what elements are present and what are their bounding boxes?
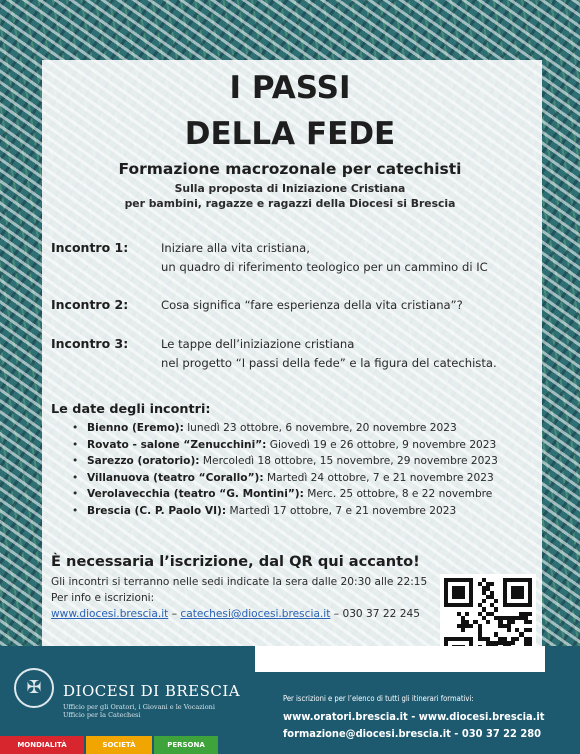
title-line-1: I PASSI <box>229 70 351 106</box>
schedule-note: Gli incontri si terranno nelle sedi indicate la sera dalle 20:30 alle 22:15 <box>51 576 428 588</box>
intro-line-2: per bambini, ragazze e ragazzi della Diocesi si Brescia <box>124 197 456 210</box>
dates-heading: Le date degli incontri: <box>51 402 211 417</box>
footer-white-band <box>255 646 545 672</box>
meeting-2-label: Incontro 2: <box>51 297 129 312</box>
dates-list <box>72 420 498 520</box>
meeting-1-label: Incontro 1: <box>51 240 129 255</box>
contact-line: www.diocesi.brescia.it – catechesi@diocesi.brescia.it – 030 37 22 245 <box>51 608 420 620</box>
tag-persona: PERSONA <box>154 736 218 754</box>
office-line-2: Ufficio per la Catechesi <box>63 711 141 719</box>
meeting-3-label: Incontro 3: <box>51 336 129 351</box>
list-item: • Villanuova (teatro “Corallo”): Martedì 24 ottobre, 7 e 21 novembre 2023 <box>72 471 494 484</box>
meeting-1-text: Iniziare alla vita cristiana, un quadro di riferimento teologico per un cammino di IC <box>161 241 488 274</box>
phone-number: 030 37 22 245 <box>342 608 420 620</box>
tag-societa: SOCIETÀ <box>86 736 152 754</box>
footer-contact[interactable]: formazione@diocesi.brescia.it - 030 37 22 280 <box>283 727 542 740</box>
list-item: • Sarezzo (oratorio): Mercoledì 18 ottobre, 15 novembre, 29 novembre 2023 <box>72 455 498 468</box>
tag-mondialita: MONDIALITÀ <box>0 736 84 754</box>
list-item: • Bienno (Eremo): lunedì 23 ottobre, 6 novembre, 20 novembre 2023 <box>72 422 457 434</box>
info-label: Per info e iscrizioni: <box>51 592 155 604</box>
office-line-1: Ufficio per gli Oratori, i Giovani e le Vocazioni <box>63 703 215 711</box>
diocese-seal-icon: ✠ <box>14 668 54 708</box>
meeting-2-text: Cosa significa “fare esperienza della vita cristiana”? <box>161 298 463 312</box>
diocese-name: DIOCESI DI BRESCIA <box>63 682 241 700</box>
list-item: • Rovato - salone “Zenucchini”: Giovedì 19 e 26 ottobre, 9 novembre 2023 <box>72 438 497 451</box>
meeting-3-text: Le tappe dell’iniziazione cristiana nel progetto “I passi della fede” e la figura del catechista. <box>161 337 497 370</box>
footer-note: Per iscrizioni e per l’elenco di tutti gli itinerari formativi: <box>283 694 474 703</box>
footer-websites[interactable]: www.oratori.brescia.it - www.diocesi.brescia.it <box>283 710 545 723</box>
email-link[interactable]: catechesi@diocesi.brescia.it <box>180 608 331 620</box>
intro-line-1: Sulla proposta di Iniziazione Cristiana <box>174 182 406 195</box>
subtitle: Formazione macrozonale per catechisti <box>118 160 462 178</box>
list-item: • Brescia (C. P. Paolo VI): Martedì 17 ottobre, 7 e 21 novembre 2023 <box>72 504 457 517</box>
title-line-2: DELLA FEDE <box>184 116 396 152</box>
list-item: • Verolavecchia (teatro “G. Montini”): Merc. 25 ottobre, 8 e 22 novembre <box>72 488 493 501</box>
website-link[interactable]: www.diocesi.brescia.it <box>51 608 169 620</box>
registration-heading: È necessaria l’iscrizione, dal QR qui accanto! <box>51 553 420 570</box>
